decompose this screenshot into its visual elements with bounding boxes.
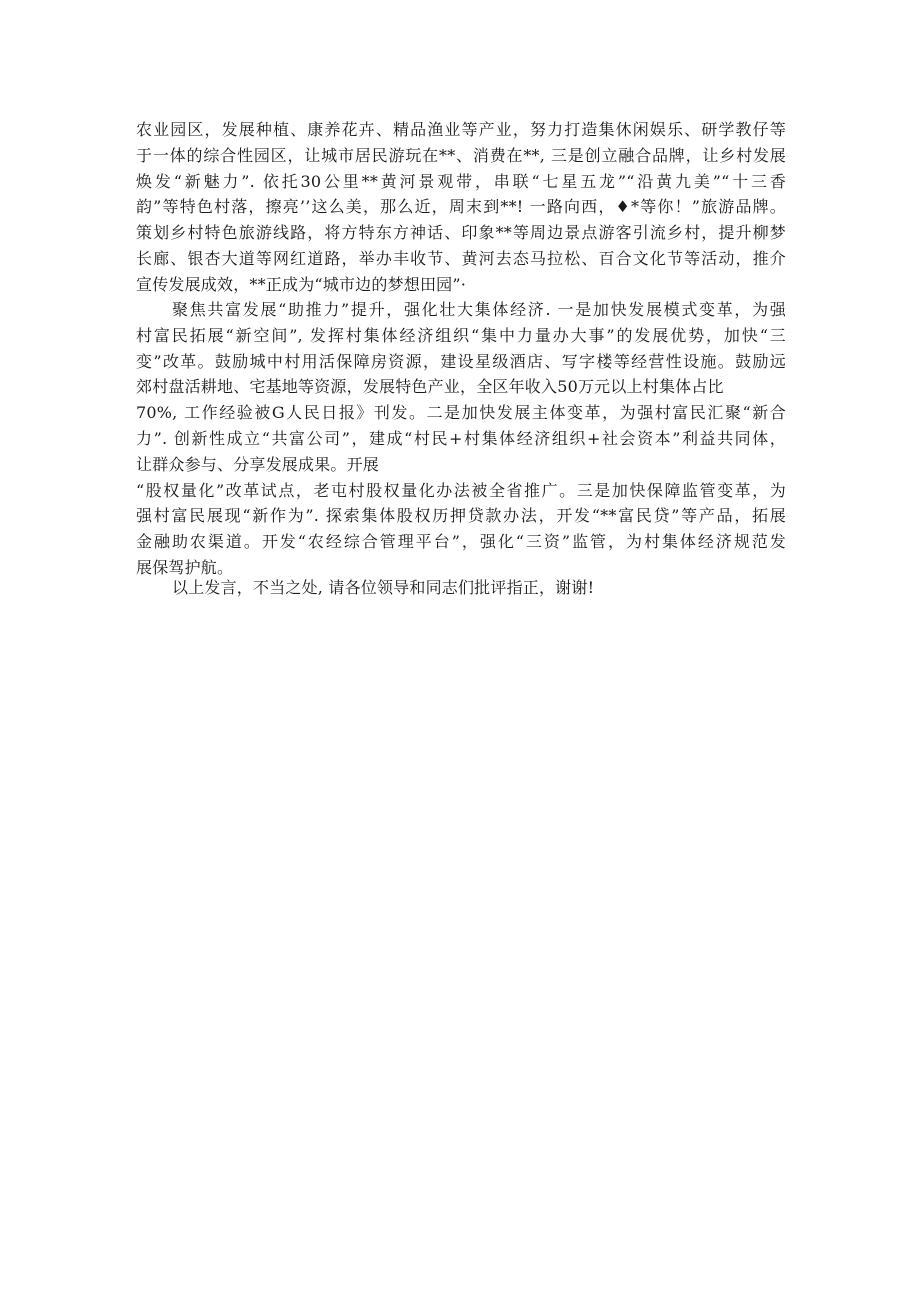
text-line: 郊村盘活耕地、宅基地等资源，发展特色产业，全区年收入50万元以上村集体占比: [136, 377, 724, 397]
paragraph-collective-economy: [136, 297, 786, 581]
text-line: 长廊、银杏大道等网红道路，举办丰收节、黄河去态马拉松、百合文化节等活动，推介: [136, 248, 786, 268]
text-line: 变”改革。鼓励城中村用活保障房资源，建设星级酒店、写字楼等经营性设施。鼓励远: [136, 351, 786, 371]
text-line: 农业园区，发展种植、康养花卉、精品渔业等产业，努力打造集休闲娱乐、研学教仔等: [136, 120, 786, 139]
text-line: 策划乡村特色旅游线路，将方特东方神话、印象**等周边景点游客引流乡村，提升柳梦: [136, 223, 786, 243]
text-line: 让群众参与、分享发展成果。开展: [136, 454, 380, 474]
text-line: 金融助农渠道。开发“农经综合管理平台”，强化“三资”监管，为村集体经济规范发: [136, 532, 786, 552]
text-line: 70%, 工作经验被G人民日报》刊发。二是加快发展主体变革，为强村富民汇聚“新合: [136, 403, 786, 423]
text-line: 宣传发展成效，**正成为“城市边的梦想田园”·: [136, 274, 467, 294]
text-line: 以上发言，不当之处, 请各位领导和同志们批评指正，谢谢!: [172, 578, 595, 597]
text-line: 韵”等特色村落，擦亮’’这么美，那么近，周末到**! 一路向西，♦*等你！”旅游品牌。: [136, 197, 786, 217]
paragraph-closing-remarks: [136, 575, 786, 601]
text-line: 展保驾护航。: [136, 557, 234, 577]
paragraph-rural-tourism: [136, 117, 786, 298]
text-line: 聚焦共富发展“助推力”提升，强化壮大集体经济. 一是加快发展模式变革，为强: [172, 300, 786, 319]
text-line: “股权量化”改革试点，老屯村股权量化办法被全省推广。三是加快保障监管变革，为: [136, 480, 786, 500]
text-line: 焕发“新魅力”. 依托30公里**黄河景观带，串联“七星五龙”“沿黄九美”“十三香: [136, 171, 786, 191]
text-line: 于一体的综合性园区，让城市居民游玩在**、消费在**, 三是创立融合品牌，让乡村发展: [136, 145, 786, 165]
text-line: 力”. 创新性成立“共富公司”，建成“村民+村集体经济组织+社会资本”利益共同体，: [136, 428, 786, 448]
text-line: 强村富民展现“新作为”. 探索集体股权历押贷款办法，开发“**富民贷”等产品，拓展: [136, 506, 786, 526]
text-line: 村富民拓展“新空间”, 发挥村集体经济组织“集中力量办大事”的发展优势，加快“三: [136, 325, 786, 345]
